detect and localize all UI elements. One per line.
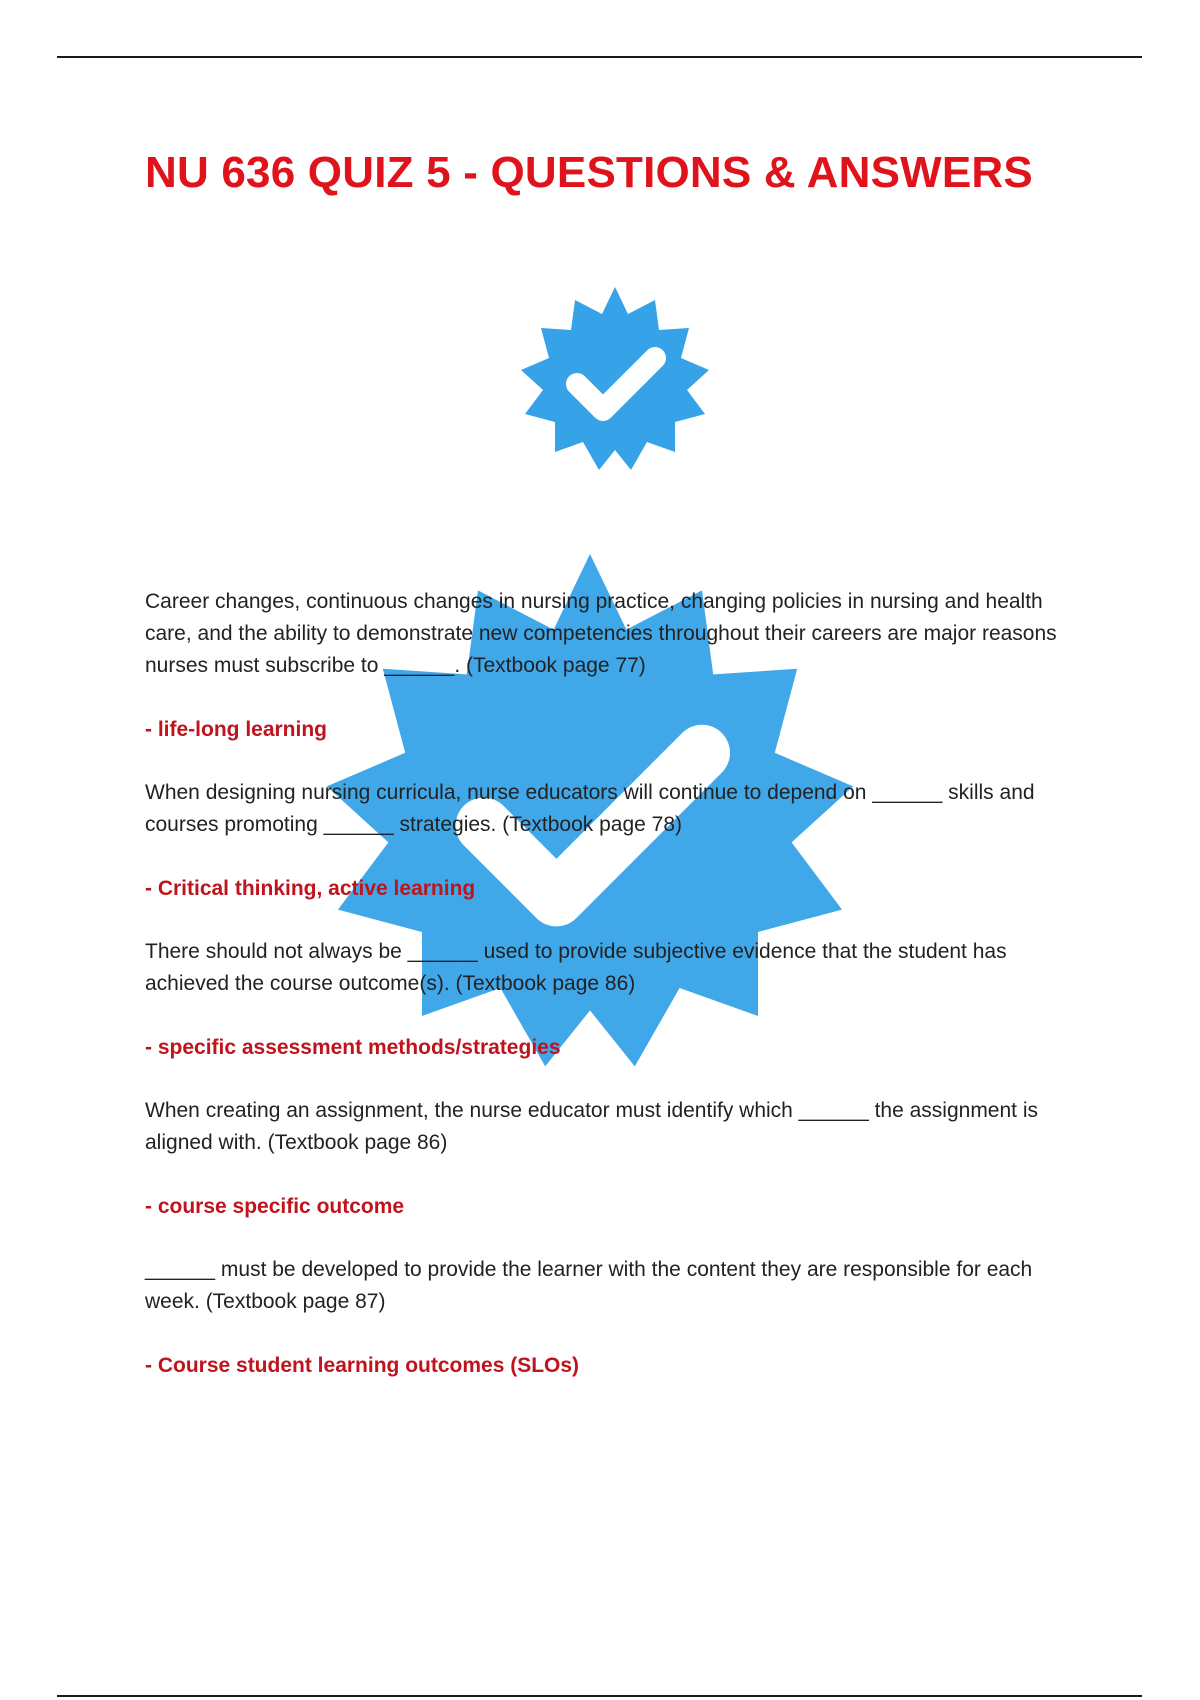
answer-text: - Course student learning outcomes (SLOs) bbox=[145, 1354, 580, 1377]
answer-text: - specific assessment methods/strategies bbox=[145, 1036, 561, 1059]
question-text: ______ must be developed to provide the learner with the content they are responsible for each week. (Textbook page 87) bbox=[145, 1258, 1033, 1313]
answer-text: - life-long learning bbox=[145, 718, 327, 741]
qa-item bbox=[145, 777, 1085, 905]
verified-badge-icon bbox=[515, 282, 715, 482]
qa-item bbox=[145, 1095, 1085, 1223]
question-text: When creating an assignment, the nurse educator must identify which ______ the assignment is aligned with. (Textbook page 86) bbox=[145, 1099, 1039, 1154]
question-text: When designing nursing curricula, nurse educators will continue to depend on ______ skills and courses promoting ______ strategies. (Textbook page 78) bbox=[145, 781, 1035, 836]
qa-list bbox=[145, 586, 1085, 1413]
page-title: NU 636 QUIZ 5 - QUESTIONS & ANSWERS bbox=[145, 148, 1033, 197]
bottom-divider bbox=[57, 1695, 1142, 1697]
question-text: There should not always be ______ used to provide subjective evidence that the student has achieved the course outcome(s). (Textbook page 86) bbox=[145, 940, 1007, 995]
question-text: Career changes, continuous changes in nursing practice, changing policies in nursing and health care, and the ability to demonstrate new competencies throughout their careers are major reasons nurses must subscribe to ______. (Textbook page 77) bbox=[145, 590, 1057, 677]
qa-item bbox=[145, 586, 1085, 746]
qa-item bbox=[145, 936, 1085, 1064]
qa-item bbox=[145, 1254, 1085, 1382]
top-divider bbox=[57, 56, 1142, 58]
answer-text: - course specific outcome bbox=[145, 1195, 405, 1218]
answer-text: - Critical thinking, active learning bbox=[145, 877, 476, 900]
